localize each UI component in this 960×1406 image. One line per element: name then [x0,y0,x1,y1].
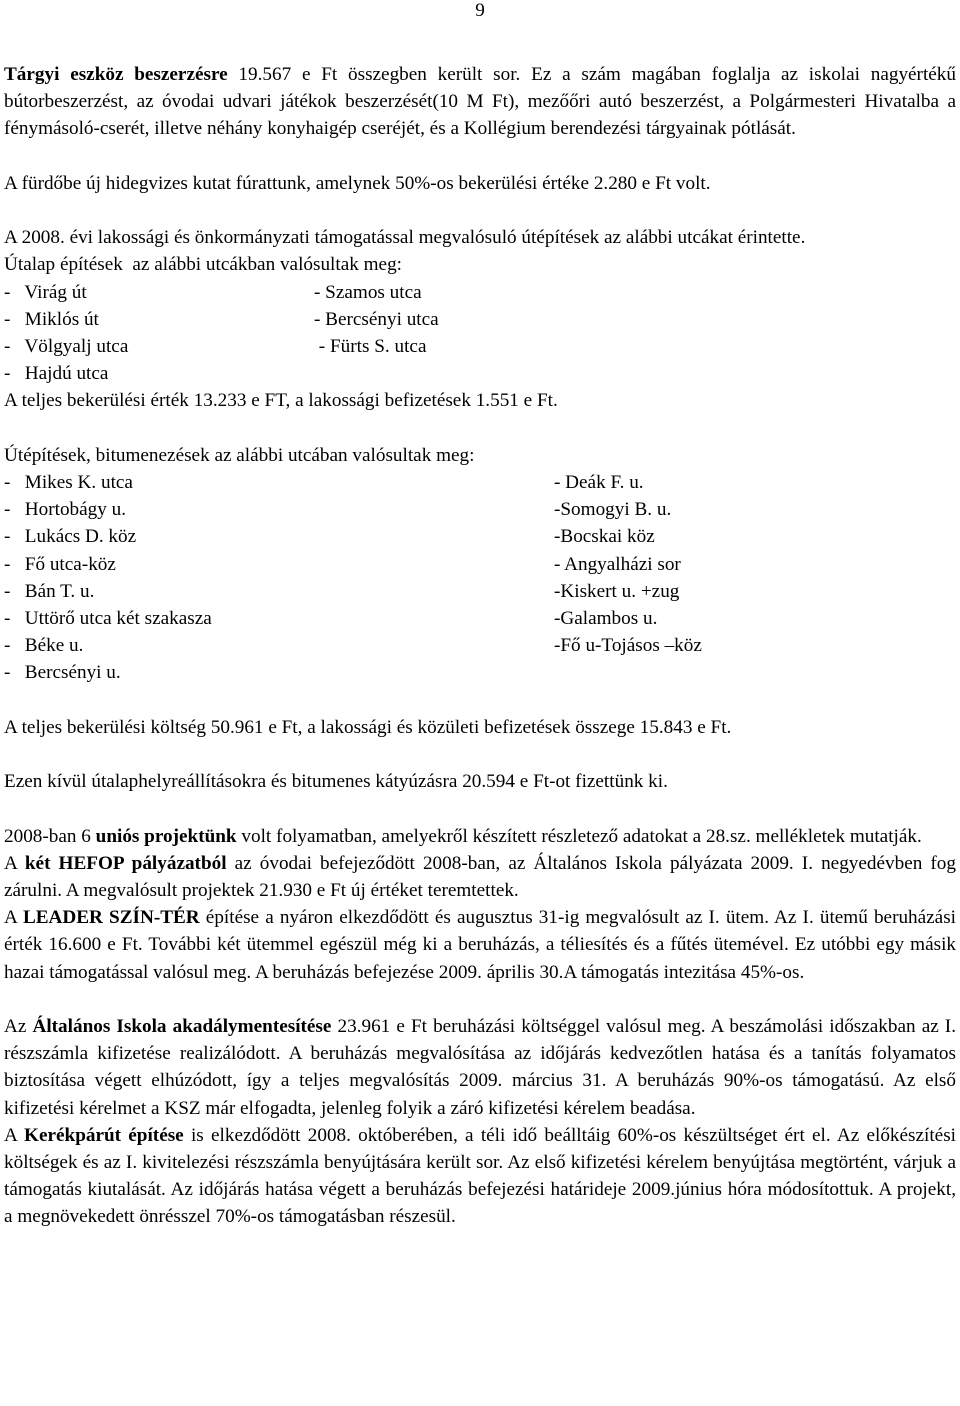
street-left: - Bán T. u. [4,580,95,602]
utalap-total: A teljes bekerülési érték 13.233 e FT, a lakossági befizetések 1.551 e Ft. [4,390,558,412]
street-row [4,306,956,333]
street-row [4,632,956,659]
street-right: -Somogyi B. u. [554,499,672,521]
paragraph-hefop [4,850,956,904]
street-row [4,360,956,387]
street-left: - Virág út [4,281,87,303]
street-right: - Angyalházi sor [554,553,681,575]
street-row [4,333,956,360]
street-left: - Miklós út [4,308,99,330]
text-span: Az [4,1016,33,1037]
text-span: A [4,852,25,874]
paragraph-bath-well: A fürdőbe új hidegvizes kutat fúrattunk, amelynek 50%-os bekerülési értéke 2.280 e Ft volt. [4,172,711,194]
street-right: -Fő u-Tojásos –köz [554,635,702,657]
utepites-street-list [4,469,956,687]
paragraph-pothole-repair: Ezen kívül útalaphelyreállításokra és bitumenes kátyúzásra 20.594 e Ft-ot fizettünk ki. [4,771,668,793]
street-left: - Uttörő utca két szakasza [4,608,212,630]
street-right [314,360,956,387]
street-left: - Béke u. [4,635,84,657]
street-left: - Hortobágy u. [4,499,127,521]
street-left: - Fő utca-köz [4,553,116,575]
street-row [4,496,956,523]
utalap-heading: Útalap építések az alábbi utcákban valósultak meg: [4,254,402,276]
street-row [4,279,956,306]
street-right: -Galambos u. [554,608,658,630]
street-left: - Bercsényi u. [4,662,121,684]
street-right: -Bocskai köz [554,526,655,548]
bold-phrase: Kerékpárút építése [24,1124,184,1146]
street-right: - Szamos utca [314,281,422,303]
bold-phrase: LEADER SZÍN-TÉR [22,907,200,929]
utalap-street-list [4,279,956,388]
bold-phrase: Általános Iskola akadálymentesítése [32,1016,332,1037]
paragraph-total-cost: A teljes bekerülési költség 50.961 e Ft, a lakossági és közületi befizetések összege 15.843 e Ft. [4,716,732,738]
bold-lead: Tárgyi eszköz beszerzésre [4,64,228,85]
paragraph-eu-projects [4,823,956,850]
street-row [4,469,956,496]
text-span: az óvodai befejeződött 2008-ban, az Általános Iskola pályázata 2009. I. negyedévben fog zárulni. A megvalósult projektek 21.930 e Ft új értéket teremtettek. [4,852,956,901]
street-left: - Lukács D. köz [4,526,137,548]
text-span: 23.961 e Ft beruházási költséggel valósul meg. A beszámolási időszakban az I. részszámla kifizetése realizálódott. A beruházás megvalósítása az időjárás kedvezőtlen hatása és a tanítás folyamatos biztosítása végett elhúzódott, így a teljes megvalósítás 2009. március 31. A beruházás 90%-os támogatású. Az első kifizetési kérelmet a KSZ már elfogadta, jelenleg folyik a záró kifizetési kérelem beadása. [4,1016,956,1119]
paragraph-road-intro: A 2008. évi lakossági és önkormányzati támogatással megvalósuló útépítések az alábbi utcákat érintette. [4,227,806,249]
text-span: volt folyamatban, amelyekről készített részletező adatokat a 28.sz. mellékletek mutatják. [236,825,922,847]
text-span: A [4,907,23,929]
street-right: -Kiskert u. +zug [554,580,680,602]
text-span: is elkezdődött 2008. októberében, a téli idő beálltáig 60%-os készültséget ért el. Az előkészítési költségek és az I. kivitelezési részszámla benyújtására került sor. Az első kifizetési kérelem benyújtása megtörtént, várjuk a támogatás kiutalását. Az időjárás hatása végett a beruházás befejezési határideje 2009.június hóra módosítottuk. A projekt, a megnövekedett önrésszel 70%-os támogatásban részesül. [4,1124,956,1228]
text-span: A [4,1124,25,1146]
street-left: - Hajdú utca [4,363,109,385]
page-number: 9 [475,0,485,21]
bold-phrase: két HEFOP pályázatból [24,852,227,874]
paragraph-leader [4,904,956,986]
paragraph-bike-path [4,1122,956,1231]
street-row [4,578,956,605]
street-row [4,523,956,550]
text-span: építése a nyáron elkezdődött és augusztus 31-ig megvalósult az I. ütem. Az I. ütemű beruházási érték 16.600 e Ft. További két ütemmel egészül még ki a beruházás, a téliesítés és a fűtés ütemével. Ez utóbbi egy másik hazai támogatással valósul meg. A beruházás befejezése 2009. április 30.A támogatás intezitása 45%-os. [4,907,956,983]
paragraph-asset-purchase [4,61,956,143]
utepites-heading: Útépítések, bitumenezések az alábbi utcában valósultak meg: [4,444,475,466]
street-right: - Fürts S. utca [314,336,427,357]
street-right: - Bercsényi utca [314,308,439,330]
street-left: - Mikes K. utca [4,472,133,493]
paragraph-accessibility [4,1013,956,1122]
street-row [4,659,956,686]
street-right: - Deák F. u. [554,472,644,493]
paragraph-text: 19.567 e Ft összegben került sor. Ez a szám magában foglalja az iskolai nagyértékű bútorbeszerzést, az óvodai udvari játékok beszerzését(10 M Ft), mezőőri autó beszerzést, a Polgármesteri Hivatalba a fénymásoló-cserét, illetve néhány konyhaigép cseréjét, és a Kollégium berendezési tárgyainak pótlását. [4,64,956,140]
text-span: 2008-ban 6 [4,825,96,847]
street-left: - Völgyalj utca [4,336,129,357]
street-row [4,551,956,578]
document-body [4,61,956,1231]
street-row [4,605,956,632]
street-right [554,659,956,686]
bold-phrase: uniós projektünk [95,825,237,847]
